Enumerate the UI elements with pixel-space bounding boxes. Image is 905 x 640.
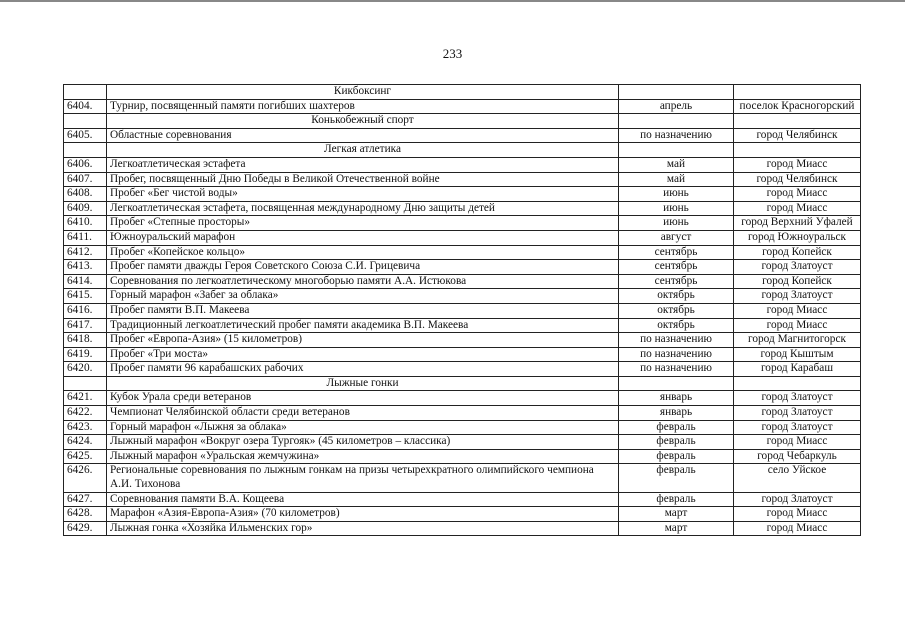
- event-date: июнь: [619, 201, 734, 216]
- event-date: апрель: [619, 99, 734, 114]
- table-row: [64, 303, 861, 318]
- event-name: Областные соревнования: [107, 128, 619, 143]
- section-place-cell: [734, 85, 861, 100]
- table-row: [64, 99, 861, 114]
- event-place: город Златоуст: [734, 260, 861, 275]
- event-date: февраль: [619, 449, 734, 464]
- event-place: поселок Красногорский: [734, 99, 861, 114]
- event-name: Лыжный марафон «Уральская жемчужина»: [107, 449, 619, 464]
- event-number: 6423.: [64, 420, 107, 435]
- event-date: июнь: [619, 187, 734, 202]
- event-name: Соревнования по легкоатлетическому многоборью памяти А.А. Истюкова: [107, 274, 619, 289]
- scan-edge: [0, 0, 905, 2]
- event-name: Лыжная гонка «Хозяйка Ильменских гор»: [107, 521, 619, 536]
- section-place-cell: [734, 376, 861, 391]
- events-table: [63, 84, 861, 536]
- event-date: сентябрь: [619, 260, 734, 275]
- event-place: город Златоуст: [734, 492, 861, 507]
- event-name: Пробег «Копейское кольцо»: [107, 245, 619, 260]
- event-place: город Магнитогорск: [734, 333, 861, 348]
- event-place: город Верхний Уфалей: [734, 216, 861, 231]
- event-place: город Миасс: [734, 201, 861, 216]
- event-number: 6420.: [64, 362, 107, 377]
- event-date: февраль: [619, 464, 734, 492]
- event-number: 6426.: [64, 464, 107, 492]
- events-table-body: [64, 85, 861, 536]
- table-row: [64, 464, 861, 492]
- section-title: Лыжные гонки: [107, 376, 619, 391]
- table-row: [64, 333, 861, 348]
- event-name: Лыжный марафон «Вокруг озера Тургояк» (45 километров – классика): [107, 435, 619, 450]
- section-title: Кикбоксинг: [107, 85, 619, 100]
- event-number: 6418.: [64, 333, 107, 348]
- page-number: 233: [442, 46, 463, 61]
- section-date-cell: [619, 143, 734, 158]
- event-number: 6424.: [64, 435, 107, 450]
- event-place: город Миасс: [734, 157, 861, 172]
- event-number: 6409.: [64, 201, 107, 216]
- event-name: Пробег «Бег чистой воды»: [107, 187, 619, 202]
- section-place-cell: [734, 114, 861, 129]
- event-number: 6404.: [64, 99, 107, 114]
- event-name: Легкоатлетическая эстафета, посвященная международному Дню защиты детей: [107, 201, 619, 216]
- event-date: октябрь: [619, 318, 734, 333]
- event-date: май: [619, 157, 734, 172]
- event-name: Соревнования памяти В.А. Кощеева: [107, 492, 619, 507]
- event-date: январь: [619, 391, 734, 406]
- section-num-cell: [64, 143, 107, 158]
- event-number: 6415.: [64, 289, 107, 304]
- event-name: Пробег «Европа-Азия» (15 километров): [107, 333, 619, 348]
- section-num-cell: [64, 114, 107, 129]
- event-name: Горный марафон «Лыжня за облака»: [107, 420, 619, 435]
- event-date: май: [619, 172, 734, 187]
- event-number: 6405.: [64, 128, 107, 143]
- event-number: 6416.: [64, 303, 107, 318]
- event-number: 6413.: [64, 260, 107, 275]
- section-date-cell: [619, 114, 734, 129]
- event-date: по назначению: [619, 362, 734, 377]
- table-row: [64, 420, 861, 435]
- event-place: город Миасс: [734, 521, 861, 536]
- event-date: октябрь: [619, 289, 734, 304]
- event-name: Турнир, посвященный памяти погибших шахтеров: [107, 99, 619, 114]
- table-row: [64, 391, 861, 406]
- event-name: Марафон «Азия-Европа-Азия» (70 километров): [107, 507, 619, 522]
- event-date: август: [619, 230, 734, 245]
- table-row: [64, 157, 861, 172]
- event-number: 6411.: [64, 230, 107, 245]
- event-number: 6407.: [64, 172, 107, 187]
- event-place: город Златоуст: [734, 391, 861, 406]
- event-place: город Златоуст: [734, 420, 861, 435]
- event-name: Пробег «Три моста»: [107, 347, 619, 362]
- event-place: город Миасс: [734, 435, 861, 450]
- section-place-cell: [734, 143, 861, 158]
- event-date: январь: [619, 406, 734, 421]
- event-name: Пробег памяти 96 карабашских рабочих: [107, 362, 619, 377]
- event-date: сентябрь: [619, 245, 734, 260]
- table-row: [64, 521, 861, 536]
- table-row: [64, 230, 861, 245]
- event-name: Пробег «Степные просторы»: [107, 216, 619, 231]
- event-name: Чемпионат Челябинской области среди ветеранов: [107, 406, 619, 421]
- event-number: 6410.: [64, 216, 107, 231]
- event-place: город Миасс: [734, 303, 861, 318]
- event-place: город Миасс: [734, 187, 861, 202]
- event-number: 6408.: [64, 187, 107, 202]
- event-number: 6427.: [64, 492, 107, 507]
- event-place: город Челябинск: [734, 128, 861, 143]
- event-date: по назначению: [619, 128, 734, 143]
- event-name: Горный марафон «Забег за облака»: [107, 289, 619, 304]
- event-place: город Миасс: [734, 507, 861, 522]
- event-number: 6419.: [64, 347, 107, 362]
- event-number: 6428.: [64, 507, 107, 522]
- event-name: Традиционный легкоатлетический пробег памяти академика В.П. Макеева: [107, 318, 619, 333]
- table-row: [64, 449, 861, 464]
- event-place: город Карабаш: [734, 362, 861, 377]
- event-date: июнь: [619, 216, 734, 231]
- event-place: город Челябинск: [734, 172, 861, 187]
- event-name: Пробег памяти дважды Героя Советского Союза С.И. Грицевича: [107, 260, 619, 275]
- table-row: [64, 172, 861, 187]
- event-number: 6425.: [64, 449, 107, 464]
- section-title: Конькобежный спорт: [107, 114, 619, 129]
- section-title: Легкая атлетика: [107, 143, 619, 158]
- event-number: 6414.: [64, 274, 107, 289]
- table-row: [64, 201, 861, 216]
- event-number: 6406.: [64, 157, 107, 172]
- section-num-cell: [64, 85, 107, 100]
- event-date: сентябрь: [619, 274, 734, 289]
- table-row: [64, 274, 861, 289]
- event-name: Пробег памяти В.П. Макеева: [107, 303, 619, 318]
- table-row: [64, 128, 861, 143]
- event-date: март: [619, 521, 734, 536]
- table-row: [64, 245, 861, 260]
- event-name: Южноуральский марафон: [107, 230, 619, 245]
- section-row: [64, 143, 861, 158]
- event-date: октябрь: [619, 303, 734, 318]
- event-number: 6429.: [64, 521, 107, 536]
- table-row: [64, 507, 861, 522]
- event-date: март: [619, 507, 734, 522]
- event-place: город Кыштым: [734, 347, 861, 362]
- table-row: [64, 260, 861, 275]
- event-place: город Чебаркуль: [734, 449, 861, 464]
- table-row: [64, 289, 861, 304]
- table-row: [64, 435, 861, 450]
- section-date-cell: [619, 376, 734, 391]
- event-date: по назначению: [619, 333, 734, 348]
- event-date: февраль: [619, 435, 734, 450]
- event-date: февраль: [619, 492, 734, 507]
- event-date: по назначению: [619, 347, 734, 362]
- event-number: 6412.: [64, 245, 107, 260]
- section-row: [64, 376, 861, 391]
- event-number: 6421.: [64, 391, 107, 406]
- event-number: 6417.: [64, 318, 107, 333]
- table-row: [64, 347, 861, 362]
- event-name: Пробег, посвященный Дню Победы в Великой Отечественной войне: [107, 172, 619, 187]
- event-name: Легкоатлетическая эстафета: [107, 157, 619, 172]
- event-place: город Миасс: [734, 318, 861, 333]
- event-place: город Южноуральск: [734, 230, 861, 245]
- table-row: [64, 187, 861, 202]
- event-place: город Копейск: [734, 245, 861, 260]
- event-place: село Уйское: [734, 464, 861, 492]
- event-place: город Златоуст: [734, 406, 861, 421]
- event-date: февраль: [619, 420, 734, 435]
- section-date-cell: [619, 85, 734, 100]
- event-place: город Златоуст: [734, 289, 861, 304]
- event-place: город Копейск: [734, 274, 861, 289]
- event-number: 6422.: [64, 406, 107, 421]
- event-name: Кубок Урала среди ветеранов: [107, 391, 619, 406]
- section-row: [64, 85, 861, 100]
- section-num-cell: [64, 376, 107, 391]
- table-row: [64, 406, 861, 421]
- table-row: [64, 216, 861, 231]
- table-row: [64, 362, 861, 377]
- section-row: [64, 114, 861, 129]
- table-row: [64, 492, 861, 507]
- event-name: Региональные соревнования по лыжным гонкам на призы четырехкратного олимпийского чемпиона А.И. Тихонова: [107, 464, 619, 492]
- table-row: [64, 318, 861, 333]
